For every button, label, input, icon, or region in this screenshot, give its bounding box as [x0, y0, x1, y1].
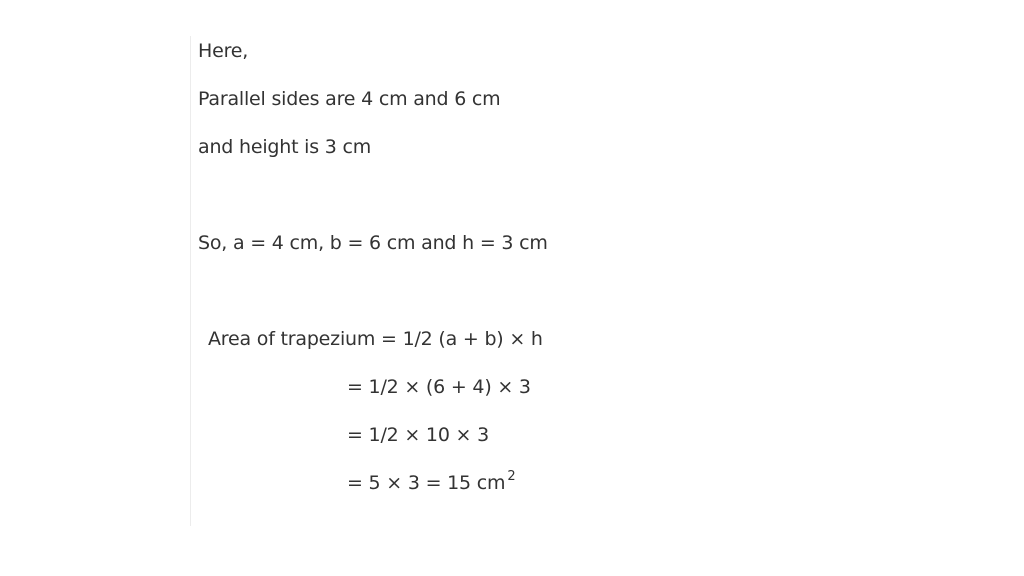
height-text: and height is 3 cm — [198, 136, 372, 158]
intro-text: Here, — [198, 40, 249, 62]
values-text: So, a = 4 cm, b = 6 cm and h = 3 cm — [198, 232, 548, 254]
area-formula: Area of trapezium = 1/2 (a + b) × h — [208, 328, 543, 350]
calculation-step-2: = 1/2 × 10 × 3 — [347, 424, 490, 446]
solution-panel — [190, 36, 611, 526]
parallel-sides-text: Parallel sides are 4 cm and 6 cm — [198, 88, 501, 110]
calculation-result — [347, 470, 515, 499]
result-text: = 5 × 3 = 15 cm — [347, 472, 506, 494]
calculation-step-1: = 1/2 × (6 + 4) × 3 — [347, 376, 531, 398]
unit-exponent: 2 — [507, 469, 516, 484]
